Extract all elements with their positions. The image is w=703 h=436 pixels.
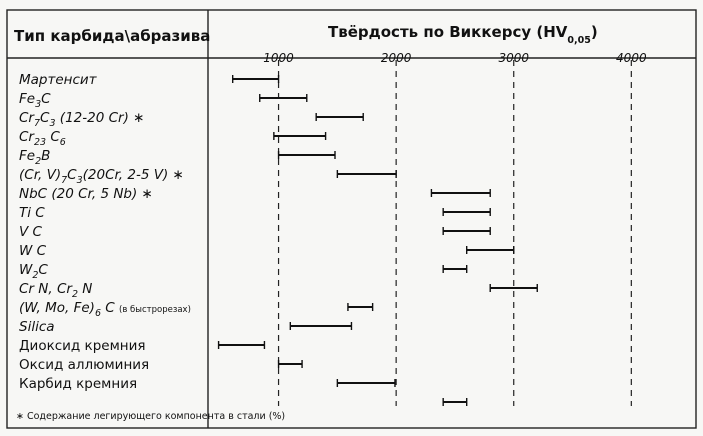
row-label-part: NbC (20 Cr, 5 Nb) ∗ bbox=[19, 186, 153, 202]
row-label bbox=[19, 110, 144, 129]
header-right-main: Твёрдость по Виккерсу (HV bbox=[328, 23, 568, 41]
hardness-range-bar bbox=[274, 132, 326, 140]
hardness-range-bar bbox=[443, 208, 490, 216]
row-label-part: (W, Mo, Fe) bbox=[19, 300, 95, 316]
row-label-part: 2 bbox=[32, 270, 39, 281]
row-label bbox=[19, 281, 92, 300]
row-label-part: 7 bbox=[33, 118, 41, 129]
bar-layer bbox=[219, 75, 538, 406]
row-label bbox=[19, 205, 45, 221]
row-label-part: V C bbox=[19, 224, 42, 240]
row-label bbox=[19, 91, 51, 110]
row-label bbox=[19, 357, 149, 373]
hardness-range-bar bbox=[279, 360, 303, 368]
row-label-part: 3 bbox=[76, 175, 83, 186]
hardness-range-bar-extra bbox=[443, 398, 467, 406]
header-right-sub: 0,05 bbox=[567, 35, 591, 46]
hardness-range-bar bbox=[260, 94, 307, 102]
row-label-part: Cr N, Cr bbox=[19, 281, 72, 297]
row-label-part: Cr bbox=[19, 129, 34, 145]
header-left: Тип карбида\абразива bbox=[14, 27, 211, 45]
row-label bbox=[19, 300, 191, 319]
row-label bbox=[19, 148, 50, 167]
row-label bbox=[19, 338, 146, 354]
hardness-range-bar bbox=[467, 246, 514, 254]
hardness-range-bar bbox=[337, 379, 395, 387]
row-label-part: 3 bbox=[35, 99, 42, 110]
hardness-range-bar bbox=[337, 170, 396, 178]
row-label-part: Карбид кремния bbox=[19, 376, 138, 392]
row-label bbox=[19, 129, 66, 148]
row-label-part: (20Cr, 2-5 V) ∗ bbox=[82, 167, 184, 183]
row-label-layer bbox=[19, 72, 191, 392]
row-label-part: Мартенсит bbox=[19, 72, 97, 88]
row-label-part: (в быстрорезах) bbox=[119, 305, 191, 315]
row-label bbox=[19, 319, 55, 335]
hardness-range-bar bbox=[431, 189, 490, 197]
row-label-part: C bbox=[100, 300, 119, 316]
row-label bbox=[19, 376, 137, 392]
row-label-part: Ti C bbox=[19, 205, 45, 221]
row-label-part: C bbox=[40, 110, 50, 126]
row-label bbox=[19, 167, 184, 186]
row-label-part: Fe bbox=[19, 91, 36, 107]
row-label-part: W bbox=[19, 262, 33, 278]
row-label bbox=[19, 243, 47, 259]
row-label-part: 2 bbox=[35, 156, 42, 167]
row-label-part: C bbox=[41, 91, 51, 107]
row-label-part: C bbox=[67, 167, 77, 183]
row-label-part: Fe bbox=[19, 148, 36, 164]
row-label-part: Диоксид кремния bbox=[19, 338, 146, 354]
x-tick-label: 1000 bbox=[263, 51, 294, 65]
row-label-part: (Cr, V) bbox=[19, 167, 62, 183]
row-label-part: 6 bbox=[59, 137, 66, 148]
row-label bbox=[19, 262, 48, 281]
row-label-part: C bbox=[46, 129, 60, 145]
row-label-part: 2 bbox=[71, 289, 78, 300]
row-label-part: (12-20 Cr) ∗ bbox=[55, 110, 145, 126]
row-label-part: 3 bbox=[49, 118, 56, 129]
hardness-range-bar bbox=[279, 151, 335, 159]
row-label-part: Оксид аллюминия bbox=[19, 357, 150, 373]
grid-layer bbox=[279, 60, 632, 406]
row-label-part: 7 bbox=[61, 175, 68, 186]
row-label-part: N bbox=[77, 281, 93, 297]
row-label-part: C bbox=[38, 262, 48, 278]
hardness-range-bar bbox=[316, 113, 363, 121]
x-tick-label: 3000 bbox=[498, 51, 530, 65]
row-label-part: Silica bbox=[19, 319, 55, 335]
row-label bbox=[19, 186, 153, 202]
row-label-part: 6 bbox=[94, 308, 101, 319]
row-label-part: Cr bbox=[19, 110, 34, 126]
row-label bbox=[19, 72, 98, 88]
hardness-range-bar bbox=[290, 322, 351, 330]
x-tick-label: 2000 bbox=[380, 51, 412, 65]
header-right bbox=[328, 23, 598, 46]
x-tick-label: 4000 bbox=[616, 51, 647, 65]
row-label-part: B bbox=[41, 148, 51, 164]
hardness-range-bar bbox=[233, 75, 279, 83]
hardness-range-bar bbox=[348, 303, 373, 311]
hardness-range-bar bbox=[219, 341, 265, 349]
row-label-part: W C bbox=[19, 243, 47, 259]
hardness-range-bar bbox=[443, 227, 490, 235]
hardness-range-bar bbox=[443, 265, 467, 273]
row-label bbox=[19, 224, 43, 240]
footnote: ∗ Содержание легирующего компонента в стали (%) bbox=[16, 411, 286, 422]
row-label-part: 23 bbox=[33, 137, 47, 148]
header-right-close: ) bbox=[590, 23, 598, 41]
